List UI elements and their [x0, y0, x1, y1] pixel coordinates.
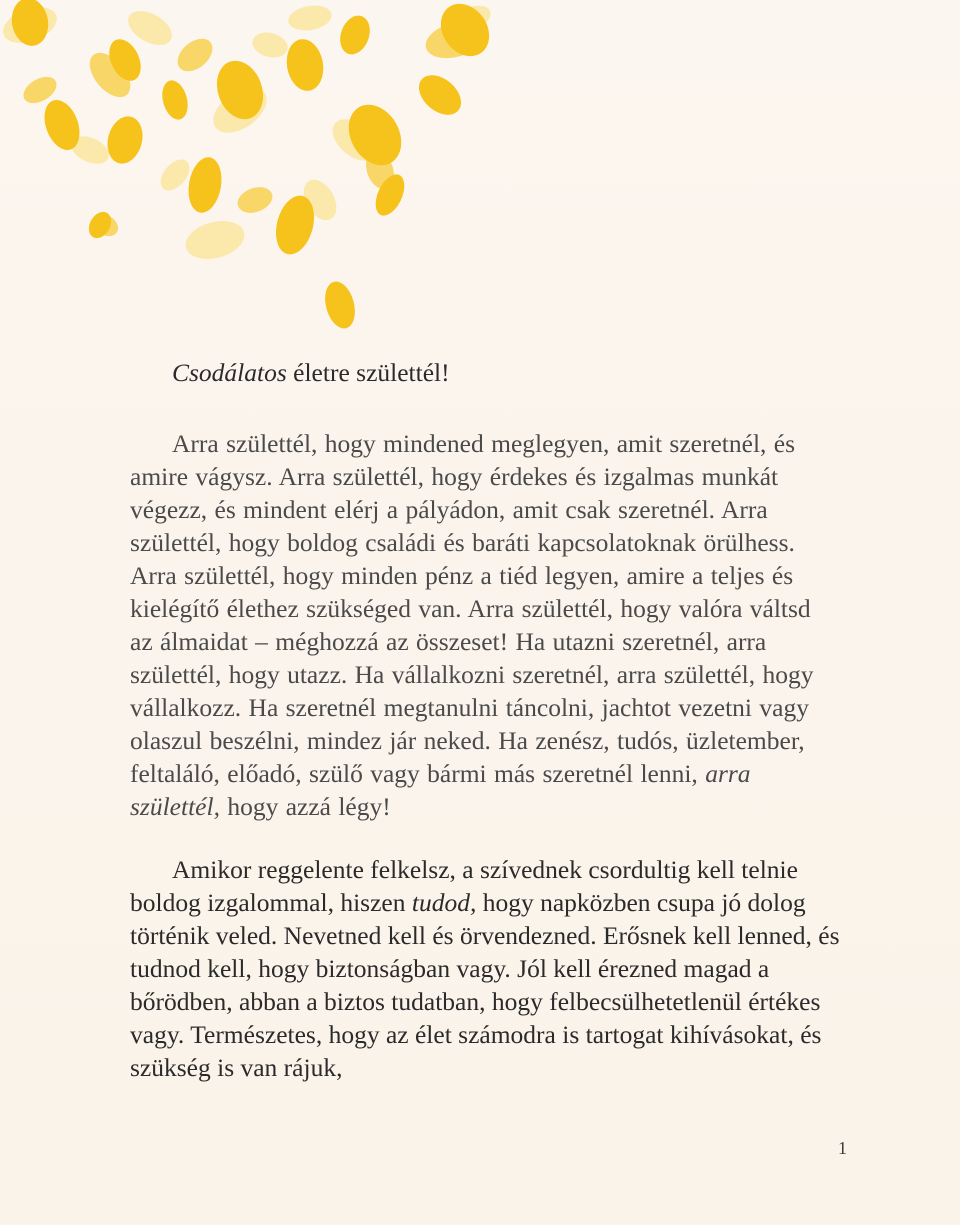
page-heading [130, 356, 840, 389]
paragraph-1-italic: arra születtél, [130, 759, 751, 821]
yellow-petals-illustration [0, 0, 520, 360]
page-number: 1 [838, 1138, 847, 1158]
paragraph-1-text-b: hogy azzá légy! [219, 792, 391, 821]
paragraph-1-text-a: Arra születtél, hogy mindened meglegyen, amit szeretnél, és amire vágysz. Arra születtél, hogy érdekes és izgalmas munkát végezz, és mindent elérj a pályádon, amit csak szeretnél. Arra születtél, hogy boldog családi és baráti kapcsolatoknak örülhess. Arra születtél, hogy minden pénz a tiéd legyen, amire a teljes és kielégítő élethez szükséged van. Arra születtél, hogy valóra váltsd az álmaidat – méghozzá az összeset! Ha utazni szeretnél, arra születtél, hogy utazz. Ha vállalkozni szeretnél, arra születtél, hogy vállalkozz. Ha szeretnél megtanulni táncolni, jachtot vezetni vagy olaszul beszélni, mindez jár neked. Ha zenész, tudós, üzletember, feltaláló, előadó, szülő vagy bármi más szeretnél lenni, [130, 429, 814, 788]
paragraph-2-italic: tudod, [411, 888, 477, 917]
bright-petals [8, 0, 499, 332]
mid-petals [19, 16, 488, 241]
paragraph-2-text-b: hogy napközben csupa jó dolog történik veled. Nevetned kell és örvendezned. Erősnek kell lenned, és tudnod kell, hogy biztonságban vagy. Jól kell érezned magad a bőrödben, abban a biztos tudatban, hogy felbecsülhetetlenül értékes vagy. Természetes, hogy az élet számodra is tartogat kihívásokat, és szükség is van rájuk, [130, 888, 840, 1082]
paragraph-2 [130, 853, 840, 1084]
heading-rest: életre születtél! [286, 358, 450, 387]
paragraph-2-text-a: Amikor reggelente felkelsz, a szívednek csordultig kell telnie boldog izgalommal, hiszen [130, 855, 798, 917]
paragraph-1 [130, 427, 840, 823]
body-text [130, 356, 840, 1084]
heading-italic: Csodálatos [172, 358, 287, 387]
